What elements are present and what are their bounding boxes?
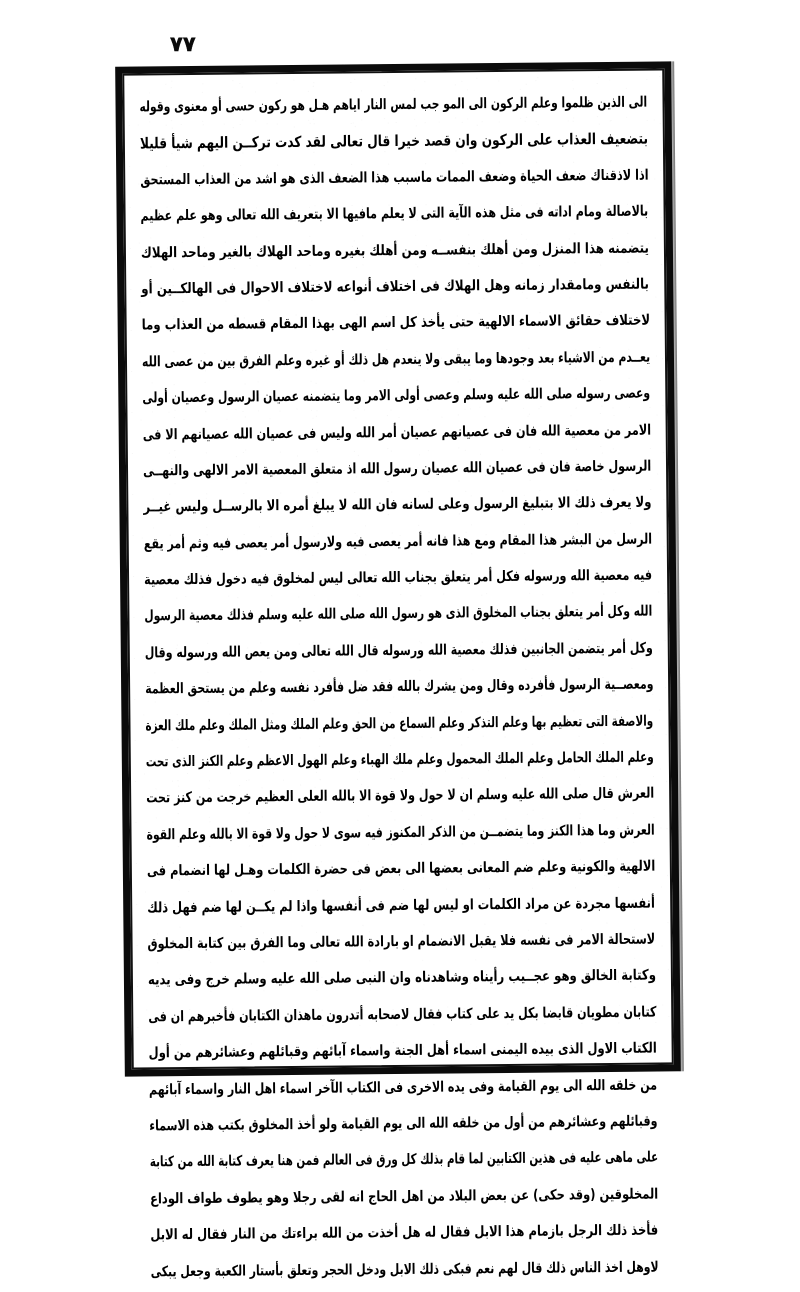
text-line-content: الرسل من البشر هذا المقام ومع هذا فانه أمر يعصى فيه ولارسول أمر يعصى فيه وثم أمر يقع [143,531,652,553]
text-line-content: فيه معصية الله ورسوله فكل أمر يتعلق بجناب الله تعالى ليس لمخلوق فيه دخول فذلك معصية [144,567,653,589]
text-line [147,849,655,890]
text-line-content: على ماهى عليه فى هذين الكتابين لما قام بذلك كل ورق فى العالم فمن هنا يعرف كتابة الله من كتابة [149,1149,658,1171]
text-line-content: من خلقه الله الى يوم القيامة وفى يده الاخرى فى الكتاب الآخر اسماء اهل النار واسماء آبائهم [148,1077,658,1098]
rubric-marker: (وقد حكى) [532,1186,596,1204]
text-line [149,1067,657,1108]
text-line [145,703,653,744]
text-line [144,521,652,562]
text-line [146,740,654,781]
text-line-content: وعلم الملك الحامل وعلم الملك المحمول وعلم ملك الهباء وعلم الهول الاعظم وعلم الكنز الذى تحت [145,749,654,771]
text-line [145,667,653,708]
text-line [143,485,651,526]
page-number: ٧٧ [170,32,196,56]
text-line [141,267,649,308]
text-line [139,85,647,126]
text-line-content: بالنفس ومامقدار زمانه وهل الهلاك فى اختلاف أنواعه لاختلاف الاحوال فى الهالكــين أو [141,276,650,298]
text-line-content: وعصى رسوله صلى الله عليه وسلم وعصى أولى الامر وما يتضمنه عصيان الرسول وعصيان أولى [142,385,651,407]
text-line [142,339,650,380]
text-line [144,594,652,635]
text-line-content: الالهية والكونية وعلم ضم المعانى بعضها الى بعض فى حضرة الكلمات وهـل لها انضمام فى [146,858,655,880]
text-line [143,448,651,489]
text-line-content: الى الذين ظلموا وعلم الركون الى المو جب لمس النار اياهم هـل هو ركون حسى أو معنوى وقوله [139,94,648,116]
text-line-content: لاوهل اخذ الناس ذلك قال لهم نعم فبكى ذلك الابل ودخل الحجر وتعلق بأستار الكعبة وجعل يبكى [150,1259,659,1280]
scanned-text-frame [115,61,681,1280]
text-line-content: يتضمنه هذا المنزل ومن أهلك بنفســه ومن أهلك بغيره وماحد الهلاك بالغير وماحد الهلاك [140,240,650,262]
text-line-content: العرش قال صلى الله عليه وسلم ان لا حول ولا قوة الا بالله العلى العظيم خرجت من كنز تحت [146,785,655,807]
text-line-content: الرسول خاصة فان فى عصيان الله عصيان رسول الله اذ متعلق المعصية الامر الالهى والنهــى [142,458,652,480]
text-line-content: المخلوقين (وقد حكى) عن بعض البلاد من اهل الحاج انه لقى رجلا وهو يطوف طواف الوداع [149,1186,659,1208]
text-line [150,1213,658,1254]
text-line [144,558,652,599]
text-line-content: بالاصالة ومام اداته فى مثل هذه الآية التى لا يعلم مافيها الا بتعريف الله تعالى وهو علم عظيم [140,203,649,225]
text-line-content: الامر من معصية الله فان فى عصيانهم عصيان أمر الله وليس فى عصيان الله عصيانهم الا فى [142,422,651,443]
text-line-content: كتابان مطويان قابضا بكل يد على كتاب فقال لاصحابه أتدرون ماهذان الكتابان فأخبرهم ان فى [148,1004,657,1026]
text-line [140,157,648,198]
text-line-content: وقبائلهم وعشائرهم من أول من خلقه الله الى يوم القيامة ولو أخذ المخلوق بكتب هذه الاسماء [149,1113,658,1135]
text-line [147,922,655,963]
text-line-content: ولا يعرف ذلك الا بتبليغ الرسول وعلى لسانه فان الله لا يبلغ أمره الا بالرســل وليس غيــر [143,494,652,516]
text-line [148,958,656,999]
text-line-content: والاصفة التى تعظيم بها وعلم التذكر وعلم السماع من الحق وعلم الملك ومثل الملك وعلم ملك العزة [145,713,654,735]
text-line [146,812,654,853]
text-line-content: بتضعيف العذاب على الركون وان قصد خيرا قال تعالى لقد كدت تركــن اليهم شيأ قليلا [139,129,648,153]
text-line [148,1031,656,1072]
text-line [143,412,651,453]
text-line-content: فأخذ ذلك الرجل بازمام هذا الابل فقال له هل أخذت من الله براءتك من النار فقال له الابل [150,1222,659,1244]
text-body [139,85,659,1280]
text-line [141,303,649,344]
text-line-content: لاختلاف حقائق الاسماء الالهية حتى يأخذ كل اسم الهى بهذا المقام قسطه من العذاب وما [141,312,650,334]
text-line [141,230,649,271]
text-line [140,121,648,162]
text-line-content: الكتاب الاول الذى بيده اليمنى اسماء أهل الجنة واسماء آبائهم وقبائلهم وعشائرهم من أول [148,1040,657,1062]
text-line-content: وكل أمر يتضمن الجانبين فذلك معصية الله ورسوله قال الله تعالى ومن يعص الله ورسوله وقال [144,640,653,662]
text-line [140,194,648,235]
text-line-content: لاستحالة الامر فى نفسه فلا يقبل الانضمام او بارادة الله تعالى وما الفرق بين كتابة المخلوق [147,931,656,953]
text-line-content: أنفسها مجردة عن مراد الكلمات او ليس لها ضم فى أنفسها واذا لم يكــن لها ضم فهل ذلك [147,895,656,917]
text-line [147,885,655,926]
text-line [150,1140,658,1181]
text-line [146,776,654,817]
text-line [150,1176,658,1217]
text-line [151,1249,659,1290]
text-line-content: يعــدم من الاشياء بعد وجودها وما يبقى ولا ينعدم هل ذلك أو غيره وعلم الفرق بين من عصى الله [141,349,651,371]
text-line-content: ومعصــية الرسول فأفرده وقال ومن يشرك بالله فقد ضل فأفرد نفسه وعلم من يستحق العظمة [144,676,654,698]
text-line [148,994,656,1035]
text-line-content: وكتابة الخالق وهو عجــيب رأيناه وشاهدناه وان النبى صلى الله عليه وسلم خرج وفى يديه [147,967,656,989]
text-line [145,630,653,671]
text-line [142,376,650,417]
text-line [149,1103,657,1144]
text-line-content: اذا لاذقناك ضعف الحياة وضعف الممات ماسبب هذا الضعف الذى هو اشد من العذاب المستحق [139,167,649,189]
text-line-content: الله وكل أمر يتعلق بجناب المخلوق الذى هو رسول الله صلى الله عليه وسلم فذلك معصية الرسول [144,604,653,625]
frame-inner-rule [122,68,674,1280]
text-line-content: العرش وما هذا الكنز وما يتضمــن من الذكر المكنوز فيه سوى لا حول ولا قوة الا بالله وعلم القوة [146,822,655,844]
